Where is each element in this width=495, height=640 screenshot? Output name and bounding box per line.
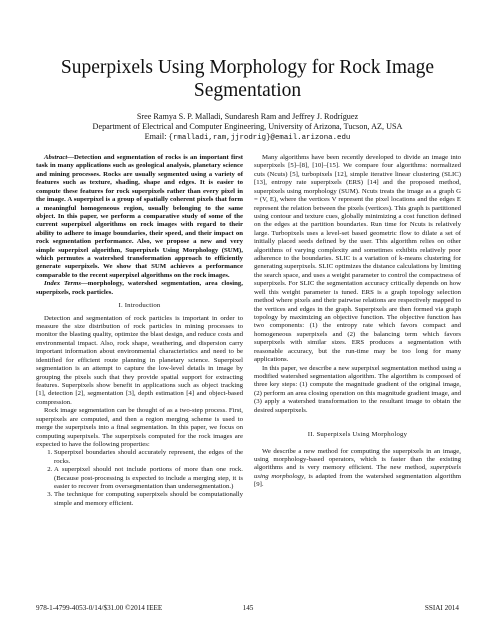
left-column xyxy=(36,154,243,508)
list-item: 3. The technique for computing superpixels should be computationally simple and memory efficient. xyxy=(54,491,243,508)
abstract-text: —Detection and segmentation of rocks is an important first task in many applications such as geological analysis, planetary science and mining processes. Rocks are usually segmented using a variety of features such as texture, shading, shape and edges. It is easier to compute these features for rock superpixels rather than every pixel in the image. A superpixel is a group of spatially coherent pixels that form a meaningful homogeneous region, usually belonging to the same object. In this paper, we perform a comparative study of some of the current superpixel algorithms on rock images with regard to their ability to adhere to image boundaries, their speed, and their impact on rock segmentation performance. Also, we propose a new and very simple superpixel algorithm, Superpixels Using Morphology (SUM), which permutes a watershed transformation approach to efficiently generate superpixels. We show that SUM achieves a performance comparable to the recent superpixel algorithms on the rock images. xyxy=(36,154,243,279)
email-address[interactable]: {rmalladi,ram,jjrodrig}@email.arizona.edu xyxy=(168,134,351,142)
email-label: Email: xyxy=(144,132,167,141)
email-line xyxy=(20,132,475,143)
method-overview-paragraph: In this paper, we describe a new superpixel segmentation method using a modified watershed segmentation algorithm. The algorithm is composed of three key steps: (1) compute the magnitude gradient of the original image, (2) perform an area closing operation on this magnitude gradient image, and (3) apply a watershed transformation to the resultant image to obtain the desired superpixels. xyxy=(254,364,461,414)
affiliation: Department of Electrical and Computer Engineering, University of Arizona, Tucson, AZ, USA xyxy=(92,122,403,131)
section-heading-sum: II. Superpixels Using Morphology xyxy=(307,431,408,439)
index-terms xyxy=(36,280,243,297)
list-item: 2. A superpixel should not include portions of more than one rock. (Because post-processing is expected to include a merging step, it is easier to recover from oversegmentation than undersegmentation.) xyxy=(54,466,243,491)
paper-title: Superpixels Using Morphology for Rock Image Segmentation xyxy=(60,57,435,101)
footer-conference: SSIAI 2014 xyxy=(424,604,459,612)
properties-list xyxy=(36,449,243,508)
intro-paragraph-1: Detection and segmentation of rock particles is important in order to measure the size distribution of rock particles in mining processes to monitor the blasting quality, optimize the blast design, and reduce costs and environmental impact. Also, rock shape, weathering, and dispersion carry important information about environmental characteristics and need to be identified for efficient route planning in planetary science. Superpixel segmentation is an attempt to capture the low-level details in image by grouping the pixels such that they provide spatial support for extracting features. Superpixels show benefit in applications such as object tracking [1], detection [2], segmentation [3], depth estimation [4] and object-based compression. xyxy=(36,314,243,406)
page-number: 145 xyxy=(242,604,254,612)
section-heading-introduction: I. Introduction xyxy=(118,302,161,310)
index-terms-label: Index Terms xyxy=(44,280,81,288)
related-work-paragraph: Many algorithms have been recently developed to divide an image into superpixels [5]–[8], [10]–[15]. We compare four algorithms: normalized cuts (Ncuts) [5], turbopixels [12], simple iterative linear clustering (SLIC) [13], entropy rate superpixels (ERS) [14] and the proposed method, superpixels using morphology (SUM). Ncuts treats the image as a graph G = (V, E), where the vertices V represent the pixel locations and the edges E represent the relation between the pixels (vertices). This graph is partitioned using contour and texture cues, globally minimizing a cost function defined on the edges at the partition boundaries. Run time for Ncuts is relatively large. Turbopixels uses a level-set based geometric flow to dilate a set of initially placed seeds defined by the user. This algorithm relies on other algorithms of varying complexity and sometimes exhibits relatively poor adherence to the boundaries. SLIC is a variation of k-means clustering for generating superpixels. SLIC optimizes the distance calculations by limiting the search space, and uses a weight parameter to control the compactness of superpixels. For SLIC the segmentation accuracy critically depends on how well this weight parameter is tuned. ERS is a graph topology selection method where pixels and their pairwise relations are respectively mapped to the vertices and edges in the graph. Superpixels are then formed via graph topology by maximizing an objective function. The objective function has two components: (1) the entropy rate which favors compact and homogeneous superpixels and (2) the balancing term which favors superpixels with similar sizes. ERS produces a segmentation with reasonable accuracy, but the run-time may be too long for many applications. xyxy=(254,154,461,364)
right-column xyxy=(254,154,461,490)
footer-isbn: 978-1-4799-4053-0/14/$31.00 ©2014 IEEE xyxy=(36,604,163,612)
abstract xyxy=(36,154,243,280)
author-list: Sree Ramya S. P. Malladi, Sundaresh Ram and Jeffrey J. Rodríguez xyxy=(136,112,359,121)
sum-paragraph xyxy=(254,448,461,490)
sum-text-end: , is adapted from the watershed segmentation algorithm [9]. xyxy=(254,472,461,489)
intro-paragraph-2: Rock image segmentation can be thought of as a two-step process. First, superpixels are computed, and then a region merging scheme is used to merge the superpixels into a final segmentation. In this paper, we focus on computing superpixels. The superpixels computed for the rock images are expected to have the following properties: xyxy=(36,407,243,448)
index-terms-text: —morphology, watershed segmentation, area closing, superpixels, rock particles. xyxy=(36,280,243,296)
sum-text-start: We describe a new method for computing the superpixels in an image, using morphology-based operators, which is faster than the existing algorithms and is very memory efficient. The new method, xyxy=(254,447,461,472)
list-item: 1. Superpixel boundaries should accurately represent, the edges of the rocks. xyxy=(54,449,243,466)
abstract-label: Abstract xyxy=(44,154,68,161)
sum-method-name: superpixels using morphology xyxy=(254,464,461,480)
